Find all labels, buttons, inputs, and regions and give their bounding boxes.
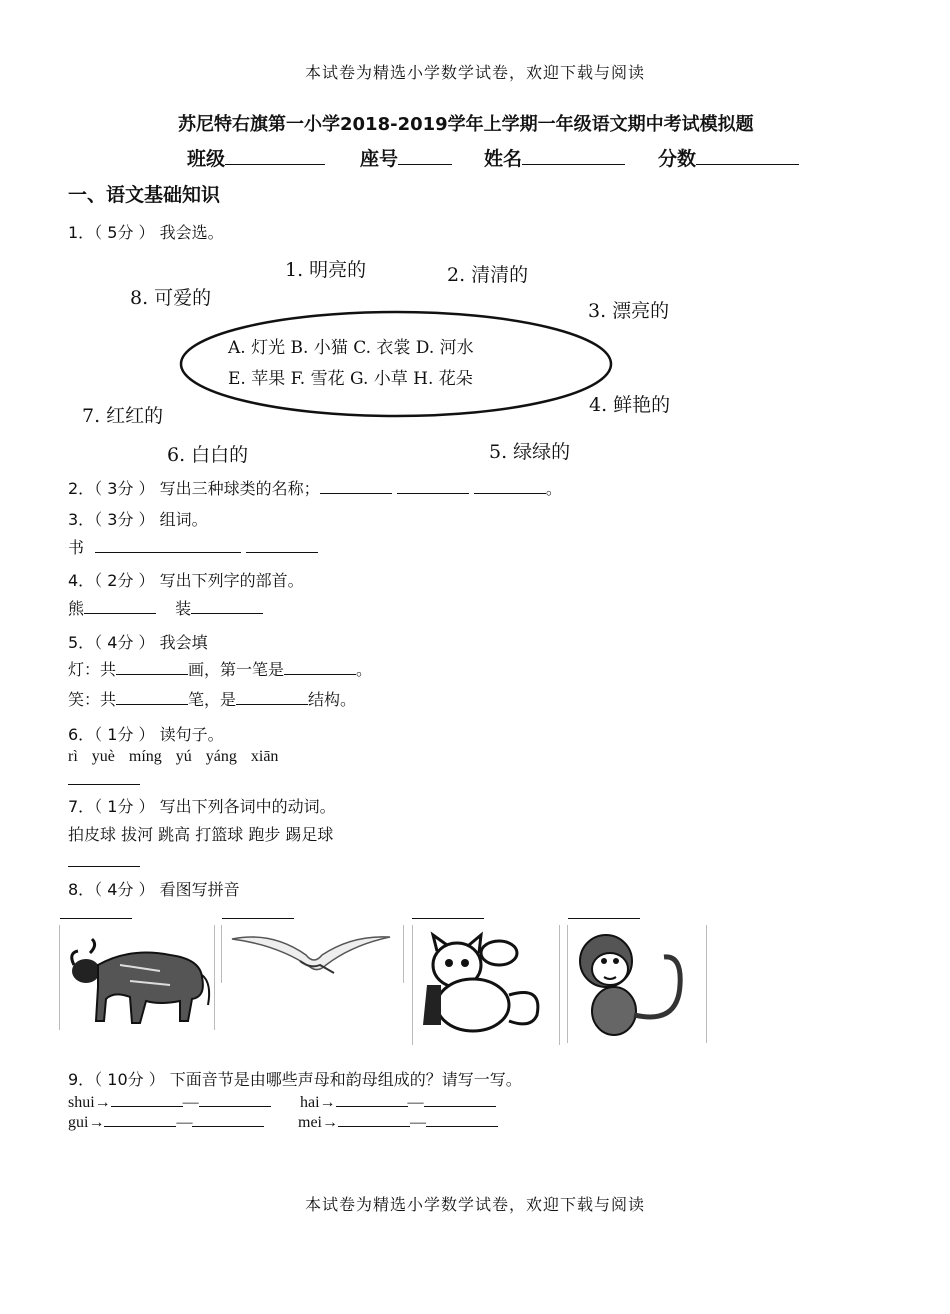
answer-blank[interactable] bbox=[60, 918, 132, 919]
text: 笑：共 bbox=[68, 690, 117, 709]
dash: — bbox=[182, 1094, 199, 1111]
answer-blank[interactable] bbox=[426, 1112, 498, 1127]
adjective-2: 2. 清清的 bbox=[447, 264, 529, 286]
syllable-mei: mei→ bbox=[298, 1114, 338, 1131]
name-blank[interactable] bbox=[522, 163, 625, 165]
bird-icon bbox=[222, 925, 403, 983]
page-title: 苏尼特右旗第一小学2018-2019学年上学期一年级语文期中考试模拟题 bbox=[178, 114, 754, 135]
score-blank[interactable] bbox=[696, 163, 799, 165]
char-xiong: 熊 bbox=[68, 599, 85, 618]
answer-blank[interactable] bbox=[246, 538, 318, 553]
question-9-line-2 bbox=[68, 1112, 264, 1132]
answer-blank[interactable] bbox=[397, 479, 469, 494]
seat-label: 座号 bbox=[360, 148, 399, 170]
text: 画，第一笔是 bbox=[188, 660, 285, 679]
question-6-pinyin: rì yuè míng yú yáng xiān bbox=[68, 748, 279, 765]
question-9-line-2b bbox=[298, 1112, 498, 1132]
class-blank[interactable] bbox=[225, 163, 325, 165]
char-zhuang: 装 bbox=[175, 599, 192, 618]
syllable-shui: shui→ bbox=[68, 1094, 111, 1111]
answer-blank[interactable] bbox=[95, 538, 241, 553]
adjective-7: 7. 红红的 bbox=[82, 405, 164, 427]
dash: — bbox=[176, 1114, 193, 1131]
answer-blank[interactable] bbox=[116, 660, 188, 675]
class-label: 班级 bbox=[187, 148, 226, 170]
question-5-line-2 bbox=[68, 687, 356, 710]
answer-blank[interactable] bbox=[111, 1092, 183, 1107]
class-field bbox=[187, 144, 325, 171]
ox-icon bbox=[60, 925, 214, 1030]
text: 笔，是 bbox=[188, 690, 237, 709]
answer-blank[interactable] bbox=[284, 660, 356, 675]
question-9-label: 9．（ 10分 ） 下面音节是由哪些声母和韵母组成的？请写一写。 bbox=[68, 1070, 522, 1089]
answer-blank[interactable] bbox=[474, 479, 546, 494]
answer-blank[interactable] bbox=[568, 918, 640, 919]
adjective-8: 8. 可爱的 bbox=[130, 287, 212, 309]
question-5-line-1 bbox=[68, 657, 372, 680]
cat-icon bbox=[413, 925, 559, 1045]
name-label: 姓名 bbox=[484, 148, 523, 170]
answer-blank[interactable] bbox=[192, 1112, 264, 1127]
question-4-line bbox=[68, 596, 263, 619]
answer-blank[interactable] bbox=[320, 479, 392, 494]
cat-picture bbox=[412, 925, 560, 1045]
score-field bbox=[658, 144, 799, 171]
question-3-label: 3．（ 3分 ） 组词。 bbox=[68, 510, 208, 529]
answer-blank[interactable] bbox=[84, 599, 156, 614]
bird-picture bbox=[221, 925, 404, 983]
adjective-6: 6. 白白的 bbox=[167, 444, 249, 466]
monkey-picture bbox=[567, 925, 707, 1043]
score-label: 分数 bbox=[658, 148, 697, 170]
monkey-icon bbox=[568, 925, 706, 1043]
adjective-4: 4. 鲜艳的 bbox=[589, 394, 671, 416]
header-note: 本试卷为精选小学数学试卷，欢迎下载与阅读 bbox=[304, 63, 645, 82]
answer-blank[interactable] bbox=[199, 1092, 271, 1107]
char-shu: 书 bbox=[68, 538, 85, 557]
question-7-label: 7．（ 1分 ） 写出下列各词中的动词。 bbox=[68, 797, 336, 816]
ox-picture bbox=[59, 925, 215, 1030]
question-1-label: 1．（ 5分 ） 我会选。 bbox=[68, 223, 224, 242]
text: 。 bbox=[356, 660, 373, 679]
answer-blank[interactable] bbox=[116, 690, 188, 705]
seat-blank[interactable] bbox=[398, 163, 452, 165]
question-7-words: 拍皮球 拔河 跳高 打篮球 跑步 踢足球 bbox=[68, 825, 334, 844]
adjective-1: 1. 明亮的 bbox=[285, 259, 367, 281]
answer-blank[interactable] bbox=[338, 1112, 410, 1127]
answer-blank[interactable] bbox=[412, 918, 484, 919]
seat-field bbox=[360, 144, 452, 171]
answer-blank[interactable] bbox=[222, 918, 294, 919]
answer-blank[interactable] bbox=[236, 690, 308, 705]
answer-blank[interactable] bbox=[191, 599, 263, 614]
syllable-gui: gui→ bbox=[68, 1114, 105, 1131]
footer-note: 本试卷为精选小学数学试卷，欢迎下载与阅读 bbox=[304, 1195, 645, 1214]
syllable-hai: hai→ bbox=[300, 1094, 336, 1111]
dash: — bbox=[407, 1094, 424, 1111]
answer-blank[interactable] bbox=[68, 866, 140, 867]
adjective-3: 3. 漂亮的 bbox=[588, 300, 670, 322]
name-field bbox=[484, 144, 625, 171]
question-9-line-1 bbox=[68, 1092, 271, 1112]
adjective-5: 5. 绿绿的 bbox=[489, 441, 571, 463]
answer-blank[interactable] bbox=[424, 1092, 496, 1107]
dash: — bbox=[410, 1114, 426, 1131]
question-5-label: 5．（ 4分 ） 我会填 bbox=[68, 633, 208, 652]
question-4-label: 4．（ 2分 ） 写出下列字的部首。 bbox=[68, 571, 304, 590]
text: 结构。 bbox=[308, 690, 357, 709]
section-heading: 一、语文基础知识 bbox=[68, 184, 221, 206]
question-6-label: 6．（ 1分 ） 读句子。 bbox=[68, 725, 224, 744]
question-3-line bbox=[68, 535, 318, 558]
oval-row-2: E. 苹果 F. 雪花 G. 小草 H. 花朵 bbox=[228, 369, 473, 389]
question-2-label: 2．（ 3分 ） 写出三种球类的名称； bbox=[68, 479, 320, 498]
answer-blank[interactable] bbox=[104, 1112, 176, 1127]
question-2-end: 。 bbox=[545, 479, 562, 498]
answer-blank[interactable] bbox=[68, 784, 140, 785]
oval-row-1: A. 灯光 B. 小猫 C. 衣裳 D. 河水 bbox=[228, 338, 474, 358]
question-9-line-1b bbox=[300, 1092, 496, 1112]
question-8-label: 8．（ 4分 ） 看图写拼音 bbox=[68, 880, 240, 899]
question-2 bbox=[68, 476, 562, 499]
text: 灯：共 bbox=[68, 660, 117, 679]
answer-blank[interactable] bbox=[336, 1092, 408, 1107]
